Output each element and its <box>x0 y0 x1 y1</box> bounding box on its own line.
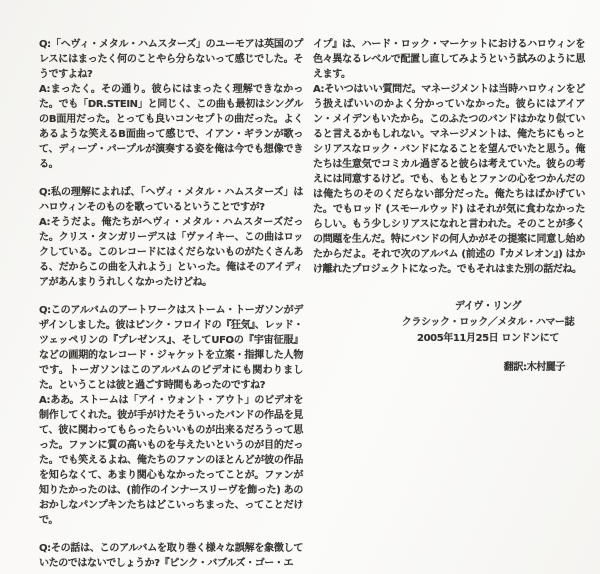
answer-3: A:ああ。ストームは「アイ・ウォント・アウト」のビデオを制作してくれた。彼が手がけたそういったバンドの作品を見て、彼に関わってもらったらいいものが出来るだろうって思った。ファンに質の高いものを与えたいというのが目的だった。でも笑えるよね、俺たちのファンのほとんどが彼の作品を知らなくて、あまり関心もなかったってことが。ファンが知りたかったのは、(前作のインナースリーヴを飾った) あのおかしなパンプキンたちはどこいっちまった、ってことだけで。 <box>39 395 303 526</box>
left-column <box>39 37 303 574</box>
qa-block-4-continued <box>313 37 585 277</box>
question-4-continuation: イプ』は、ハード・ロック・マーケットにおけるハロウィンを色々異なるレベルで配置し直してみようという試みのように思えます。 <box>313 39 585 80</box>
question-2: Q:私の理解によれば、「ヘヴィ・メタル・ハムスターズ」はハロウィンそのものを歌っているということですが? <box>39 187 303 213</box>
qa-block-3 <box>39 303 303 528</box>
question-1: Q:「ヘヴィ・メタル・ハムスターズ」のユーモアは英国のプレスにはまったく何のことやら分らないって感じでした。そうですよね? <box>39 39 303 80</box>
answer-2: A:そうだよ。俺たちがヘヴィ・メタル・ハムスターズだった。クリス・タンガリーデスは「ヴァイキー、この曲はロックしている。このレコードにはくだらないものがたくさんある、だからこの曲を入れよう」といった。俺はそのアイディアがあんまりうれしくなかったけどね。 <box>39 217 303 288</box>
credit-interviewer: デイヴ・リング <box>454 301 522 312</box>
credit-translator: 翻訳:木村麗子 <box>503 362 565 373</box>
answer-4: A:そいつはいい質問だ。マネージメントは当時ハロウィンをどう扱えばいいのかよく分かっていなかった。彼らにはアイアン・メイデンもいたから。このふたつのバンドはかなり似ていると言えるかもしれない。マネージメントは、俺たちにもっとシリアスなロック・バンドになることを望んでいたと思う。俺たちは生意気でコミカル過ぎると彼らは考えていた。彼らの考えには同意するけど。でも、もともとファンの心をつかんだのは俺たちのそのくだらない部分だった。俺たちはばかげていた。でもロッド (スモールウッド) はそれが気に食わなかったらしい。もう少しシリアスになれと言われた。そのことが多くの問題を生んだ。特にバンドの何人かがその提案に同意し始めたからだよ。それで次のアルバム (前述の『カメレオン』) はかけ離れたプロジェクトになった。でもそれはまた別の話だね。 <box>313 84 585 275</box>
question-3: Q:このアルバムのアートワークはストーム・トーガソンがデザインしました。彼はピンク・フロイドの『狂気』、レッド・ツェッペリンの『プレゼンス』、そしてUFOの『宇宙征服』などの画期的なレコード・ジャケットを立案・指揮した人物です。トーガソンはこのアルバムのビデオにも関わりました。ということは彼と過ごす時間もあったのですね? <box>39 305 303 391</box>
credits-block <box>313 299 585 376</box>
question-4-part: Q:その話は、このアルバムを取り巻く様々な誤解を象徴していたのではないでしょうか?『ピンク・バブルズ・ゴー・エ <box>39 543 303 569</box>
answer-1: A:まったく。その通り。彼らにはまったく理解できなかった。でも「DR.STEIN」と同じく、この曲も最初はシングルのB面用だった。とっても良いコンセプトの曲だった。よくあるような笑えるB面曲って感じで、イアン・ギランが歌って、ディープ・パープルが演奏する姿を俺は今でも想像できる。 <box>39 84 303 170</box>
credit-publication: クラシック・ロック／メタル・ハマー誌 <box>401 317 575 328</box>
qa-block-1 <box>39 37 303 172</box>
credit-date-location: 2005年11月25日 ロンドンにて <box>417 333 559 344</box>
qa-block-4 <box>39 541 303 571</box>
qa-block-2 <box>39 185 303 290</box>
right-column <box>313 37 585 574</box>
